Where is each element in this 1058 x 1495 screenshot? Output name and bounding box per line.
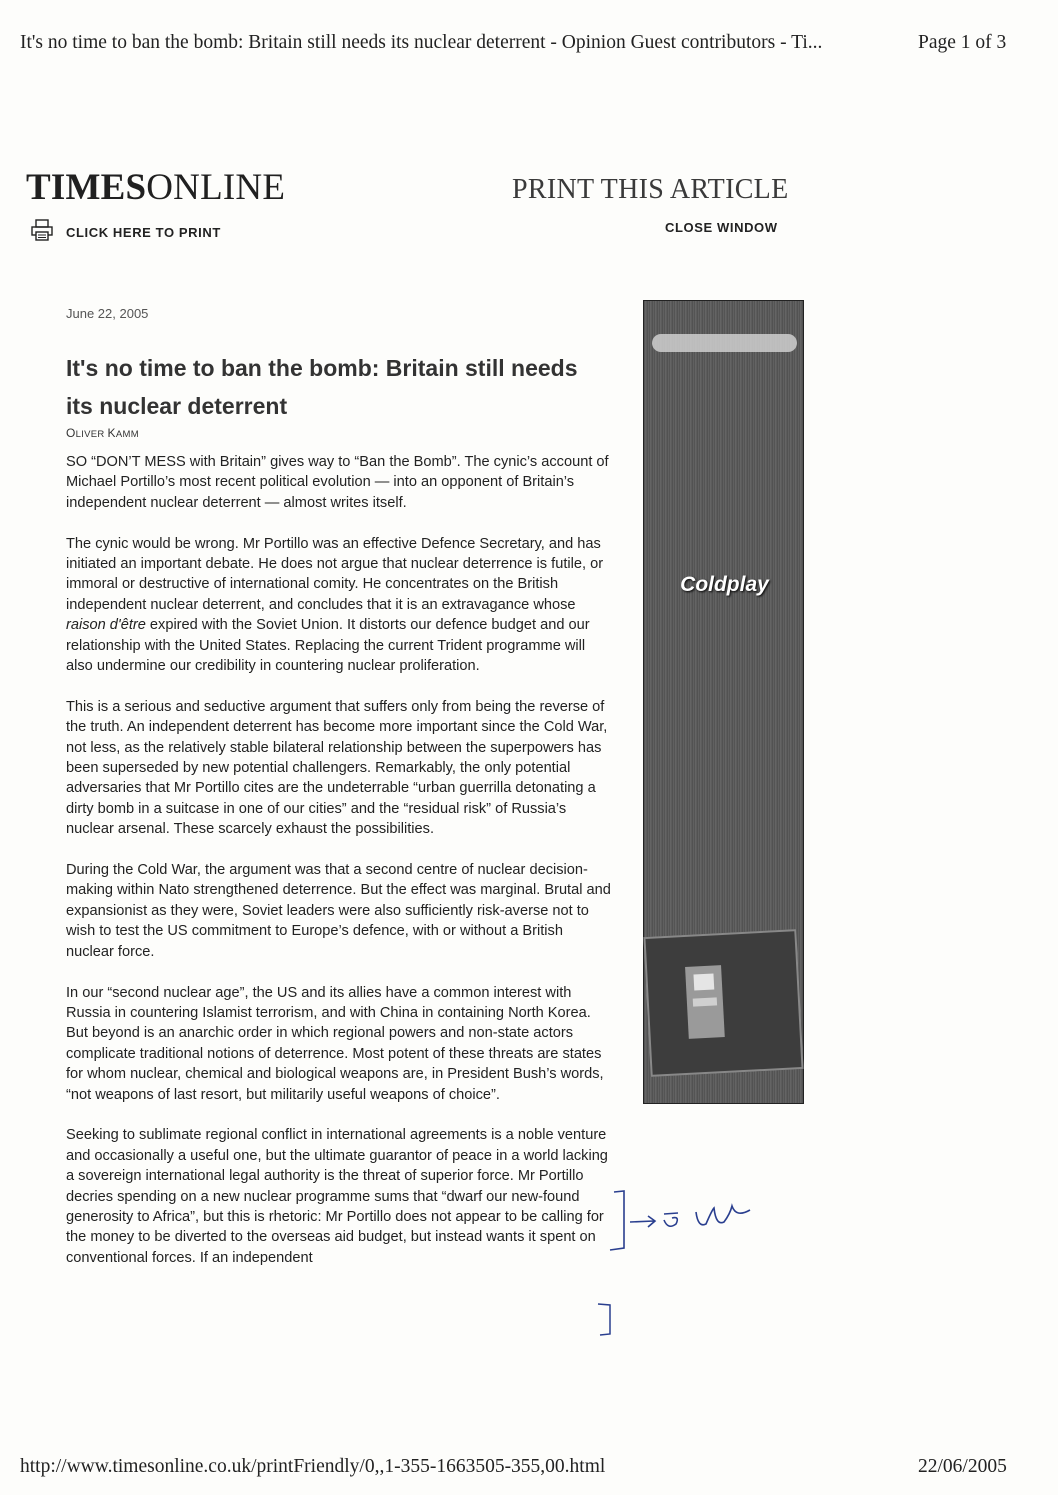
handwritten-bracket [594,1300,624,1345]
article-paragraph: SO “DON’T MESS with Britain” gives way to “Ban the Bomb”. The cynic’s account of Michael Portillo’s most recent political evolution — into an opponent of Britain’s independent nuclear deterrent — almost writes itself. [66,454,609,511]
browser-print-header-title: It's no time to ban the bomb: Britain still needs its nuclear deterrent - Opinion Guest contributors - Ti... [20,32,823,53]
article-paragraph: This is a serious and seductive argument that suffers only from being the reverse of the truth. An independent deterrent has become more important since the Cold War, not less, as the relatively stable bilateral relationship between the superpowers has been superseded by new potential challengers. Remarkably, the only potential adversaries that Mr Portillo cites are the undeterrable “urban guerrilla detonating a dirty bomb in a suitcase in one of our cities” and the “residual risk” of Russia’s nuclear arsenal. These scarcely exhaust the possibilities. [66,698,608,838]
click-here-to-print-label: CLICK HERE TO PRINT [66,225,221,240]
article-byline [66,426,139,440]
print-this-article-heading: PRINT THIS ARTICLE [512,174,789,205]
logo-times: TIMES [26,167,147,208]
page-number: Page 1 of 3 [918,32,1007,53]
byline-initial-1: O [66,426,76,440]
advert-album-image [643,929,803,1077]
italic-phrase: raison d'être [66,617,146,634]
advertisement-banner[interactable] [643,300,804,1104]
paragraph-text: expired with the Soviet Union. It distorts our defence budget and our relationship with the United States. Replacing the current Trident programme will also undermine our credibility in countering nuclear proliferation. [66,617,590,675]
byline-rest-1: LIVER [75,429,108,440]
article-date: June 22, 2005 [66,306,149,321]
article-paragraph: In our “second nuclear age”, the US and its allies have a common interest with Russia in countering Islamist terrorism, and with China in containing North Korea. But beyond is an anarchic order in which regional powers and non-state actors complicate traditional notions of deterrence. Most potent of these threats are states for whom nuclear, chemical and biological weapons are, in President Bush’s words, “not weapons of last resort, but militarily useful weapons of choice”. [66,984,604,1103]
advert-brand-text: Coldplay [680,573,769,596]
page-url: http://www.timesonline.co.uk/printFriendly/0,,1-355-1663505-355,00.html [20,1456,606,1477]
article-paragraph: During the Cold War, the argument was that a second centre of nuclear decision-making within Nato strengthened deterrence. But the effect was marginal. Brutal and expansionist as they were, Soviet leaders were also sufficiently risk-averse not to wish to test the US commitment to Europe’s defence, with or without a British nuclear force. [66,862,611,960]
article-paragraph: Seeking to sublimate regional conflict in international agreements is a noble venture and occasionally a useful one, but the ultimate guarantor of peace in a world lacking a sovereign international legal authority is the threat of superior force. Mr Portillo decries spending on a new nuclear programme sums that “dwarf our new-found generosity to Africa”, but this is rhetoric: Mr Portillo does not appear to be calling for the money to be diverted to the overseas aid budget, but instead wants it spent on conventional forces. If an independent [66,1127,608,1266]
times-online-logo [26,166,285,209]
article-headline: It's no time to ban the bomb: Britain still needs its nuclear deterrent [66,355,578,419]
advert-search-bar [652,334,797,352]
article-body [66,452,611,1289]
logo-online: ONLINE [146,167,286,208]
paragraph-text: The cynic would be wrong. Mr Portillo was an effective Defence Secretary, and has initiated an important debate. He does not argue that nuclear deterrence is futile, or immoral or destructive of international comity. He concentrates on the British independent nuclear deterrent, and concludes that it is an extravagance whose [66,535,604,613]
close-window-link[interactable]: CLOSE WINDOW [665,220,778,235]
click-here-to-print-link[interactable] [30,219,221,246]
article-paragraph [66,534,611,677]
print-date: 22/06/2005 [918,1456,1007,1477]
printer-icon [30,219,54,246]
byline-rest-2: AMM [115,429,139,440]
byline-initial-2: K [107,426,116,440]
handwritten-margin-note [600,1186,770,1261]
